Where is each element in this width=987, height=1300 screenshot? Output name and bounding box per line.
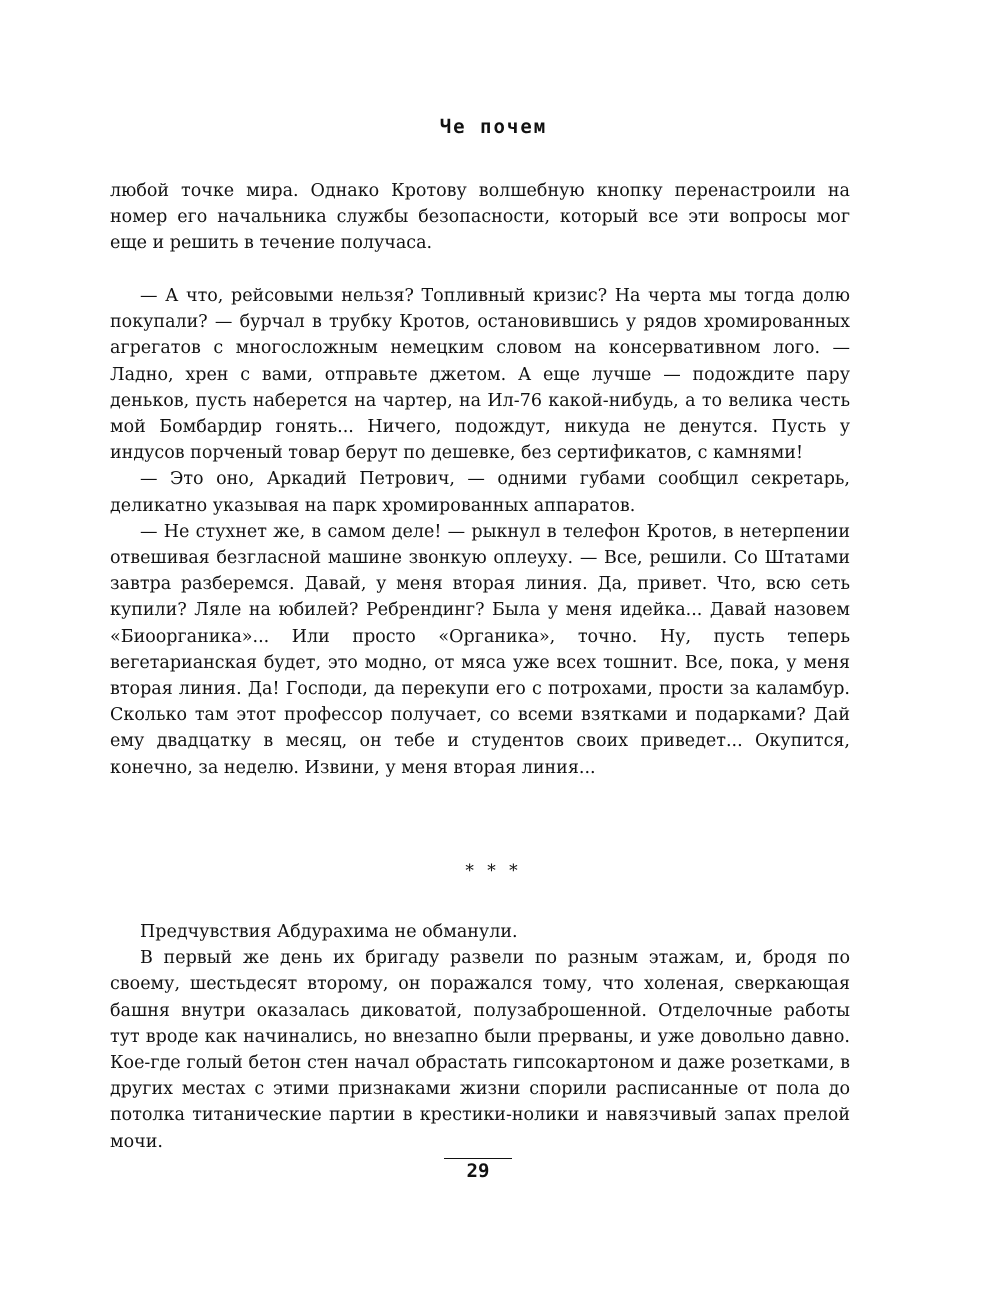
paragraph-dialogue-1: — А что, рейсовыми нельзя? Топливный кризис? На черта мы тогда долю покупали? — бурчал в трубку Кротов, остановившись у рядов хромированных агрегатов с многосложным немецким словом на консервативном лого. — Ладно, хрен с вами, отправьте джетом. А еще лучше — подождите пару деньков, пусть наберется на чартер, на Ил-76 какой-нибудь, а то велика честь мой Бомбардир гонять... Ничего, подождут, никуда не денутся. Пусть у индусов порченый товар берут по дешевке, без сертификатов, с камнями! [110, 286, 850, 464]
paragraph-block-dialogue [110, 283, 850, 781]
paragraph-block-bottom [110, 919, 850, 1155]
page-number-rule [444, 1158, 512, 1159]
paragraph-continuation: любой точке мира. Однако Кротову волшебную кнопку перенастроили на номер его начальника службы безопасности, который все эти вопросы мог еще и решить в течение получаса. [110, 181, 850, 254]
paragraph-bottom-1: Предчувствия Абдурахима не обманули. [140, 922, 518, 942]
section-separator: * * * [465, 861, 522, 881]
paragraph-dialogue-2: — Это оно, Аркадий Петрович, — одними губами сообщил секретарь, деликатно указывая на парк хромированных аппаратов. [110, 469, 850, 516]
page-number: 29 [466, 1160, 490, 1182]
paragraph-bottom-2: В первый же день их бригаду развели по разным этажам, и, бродя по своему, шестьдесят второму, он поражался тому, что холеная, сверкающая башня внутри оказалась диковатой, полузаброшенной. Отделочные работы тут вроде как начинались, но внезапно были прерваны, и уже довольно давно. Кое-где голый бетон стен начал обрастать гипсокартоном и даже розетками, в других местах с этими признаками жизни спорили расписанные от пола до потолка титанические партии в крестики-нолики и навязчивый запах прелой мочи. [110, 948, 850, 1152]
running-header: Че почем [439, 116, 548, 138]
paragraph-dialogue-3: — Не стухнет же, в самом деле! — рыкнул в телефон Кротов, в нетерпении отвешивая безгласной машине звонкую оплеуху. — Все, решили. Со Штатами завтра разберемся. Давай, у меня вторая линия. Да, привет. Что, всю сеть купили? Ляле на юбилей? Ребрендинг? Была у меня идейка... Давай назовем «Биоорганика»... Или просто «Органика», точно. Ну, пусть теперь вегетарианская будет, это модно, от мяса уже всех тошнит. Все, пока, у меня вторая линия. Да! Господи, да перекупи его с потрохами, прости за каламбур. Сколько там этот профессор получает, со всеми взятками и подарками? Дай ему двадцатку в месяц, он тебе и студентов своих приведет... Окупится, конечно, за неделю. Извини, у меня вторая линия... [110, 521, 850, 778]
paragraph-block-top [110, 178, 850, 257]
